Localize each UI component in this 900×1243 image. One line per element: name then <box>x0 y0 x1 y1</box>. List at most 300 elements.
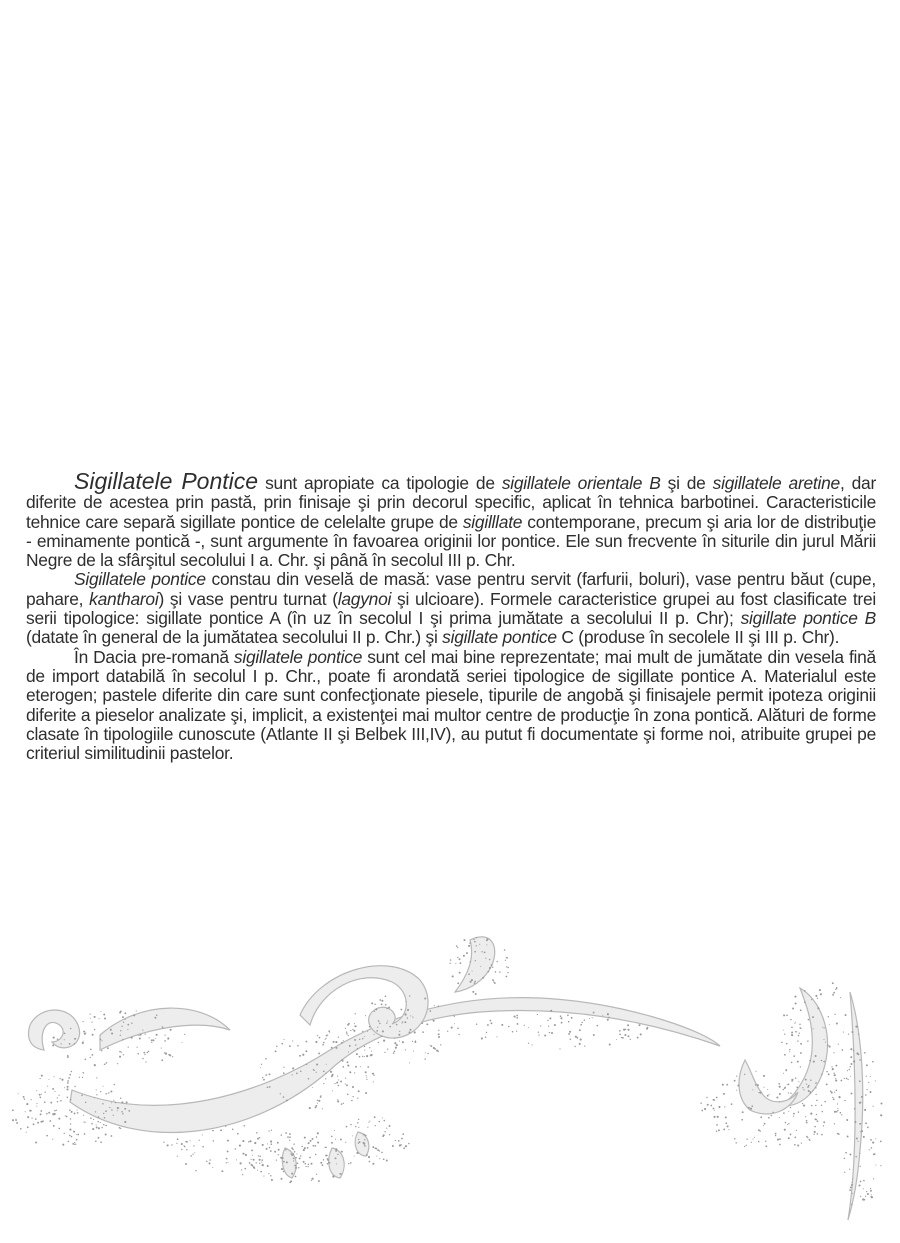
stipple-dot <box>206 1161 208 1163</box>
stipple-dot <box>463 955 465 957</box>
stipple-dot <box>475 993 477 995</box>
stipple-dot <box>169 1054 171 1056</box>
stipple-dot <box>844 1100 845 1101</box>
stipple-dot <box>172 1056 173 1057</box>
stipple-dot <box>145 1033 146 1034</box>
stipple-dot <box>327 1163 329 1165</box>
decorative-scroll-ornament <box>0 920 900 1243</box>
stipple-dot <box>736 1090 737 1091</box>
stipple-dot <box>407 1009 409 1011</box>
stipple-dot <box>360 1066 361 1067</box>
stipple-dot <box>793 1055 795 1057</box>
stipple-dot <box>637 1037 639 1039</box>
stipple-dot <box>352 1096 353 1097</box>
stipple-dot <box>413 1051 414 1052</box>
stipple-dot <box>128 1047 129 1048</box>
stipple-dot <box>293 1160 294 1161</box>
stipple-dot <box>867 1193 869 1195</box>
stipple-dot <box>706 1097 707 1098</box>
stipple-dot <box>516 1017 518 1019</box>
stipple-dot <box>90 1018 91 1019</box>
stipple-dot <box>314 1145 316 1147</box>
stipple-dot <box>858 1184 860 1186</box>
stipple-dot <box>20 1128 22 1130</box>
stipple-dot <box>841 1049 843 1051</box>
stipple-dot <box>90 1117 92 1119</box>
stipple-dot <box>816 1120 818 1122</box>
stipple-dot <box>27 1116 29 1118</box>
stipple-dot <box>151 1042 152 1043</box>
stipple-dot <box>181 1149 182 1150</box>
stipple-dot <box>350 1124 351 1125</box>
stipple-dot <box>784 1129 786 1131</box>
stipple-dot <box>100 1039 102 1041</box>
stipple-dot <box>318 1100 320 1102</box>
stipple-dot <box>414 1031 416 1033</box>
stipple-dot <box>69 1135 71 1137</box>
stipple-dot <box>468 973 470 975</box>
stipple-dot <box>779 1138 781 1140</box>
stipple-dot <box>349 1045 351 1047</box>
stipple-dot <box>336 1082 338 1084</box>
stipple-dot <box>464 939 466 941</box>
stipple-dot <box>364 1145 366 1147</box>
stipple-dot <box>849 1069 850 1070</box>
stipple-dot <box>455 963 456 964</box>
stipple-dot <box>609 1043 611 1045</box>
stipple-dot <box>76 1134 77 1135</box>
stipple-dot <box>821 1134 823 1136</box>
stipple-dot <box>302 1146 303 1147</box>
stipple-dot <box>242 1140 244 1142</box>
stipple-dot <box>358 1119 359 1120</box>
stipple-dot <box>479 944 480 945</box>
stipple-dot <box>378 1042 379 1043</box>
stipple-dot <box>337 1100 339 1102</box>
stipple-dot <box>859 1080 861 1082</box>
stipple-dot <box>269 1073 271 1075</box>
stipple-dot <box>835 989 836 990</box>
stipple-dot <box>792 1008 794 1010</box>
stipple-dot <box>357 1098 358 1099</box>
stipple-dot <box>806 1120 808 1122</box>
stipple-dot <box>354 1039 356 1041</box>
stipple-dot <box>771 1115 773 1117</box>
stipple-dot <box>358 1090 360 1092</box>
stipple-dot <box>496 1036 497 1037</box>
stipple-dot <box>277 1142 279 1144</box>
stipple-dot <box>823 1039 824 1040</box>
stipple-dot <box>294 1151 296 1153</box>
stipple-dot <box>374 1147 375 1148</box>
stipple-dot <box>202 1134 203 1135</box>
stipple-dot <box>365 1071 367 1073</box>
stipple-dot <box>808 1090 810 1092</box>
stipple-dot <box>640 1033 642 1035</box>
stipple-dot <box>873 1178 874 1179</box>
stipple-dot <box>257 1170 258 1171</box>
stipple-dot <box>76 1139 78 1141</box>
stipple-dot <box>824 1101 826 1103</box>
stipple-dot <box>84 1133 86 1135</box>
stipple-dot <box>449 963 450 964</box>
stipple-dot <box>53 1125 55 1127</box>
stipple-dot <box>156 1034 158 1036</box>
stipple-dot <box>833 1098 835 1100</box>
stipple-dot <box>278 1154 279 1155</box>
stipple-dot <box>840 1080 842 1082</box>
stipple-dot <box>96 1124 97 1125</box>
stipple-dot <box>404 1021 406 1023</box>
stipple-dot <box>754 1137 755 1138</box>
stipple-dot <box>790 1019 791 1020</box>
stipple-dot <box>44 1101 46 1103</box>
stipple-dot <box>266 1148 268 1150</box>
stipple-dot <box>793 1116 794 1117</box>
stipple-dot <box>579 1029 581 1031</box>
stipple-dot <box>369 1121 370 1122</box>
stipple-dot <box>269 1086 271 1088</box>
stipple-dot <box>787 1084 788 1085</box>
stipple-dot <box>405 1013 407 1015</box>
stipple-dot <box>799 1027 801 1029</box>
stipple-dot <box>813 1028 814 1029</box>
stipple-dot <box>802 1103 803 1104</box>
stipple-dot <box>735 1142 736 1143</box>
stipple-dot <box>337 1154 338 1155</box>
stipple-dot <box>208 1162 210 1164</box>
italic-term: Sigillatele pontice <box>74 569 206 590</box>
stipple-dot <box>476 937 477 938</box>
stipple-dot <box>394 1050 396 1052</box>
stipple-dot <box>470 981 472 983</box>
stipple-dot <box>373 1075 374 1076</box>
stipple-dot <box>805 1116 806 1117</box>
stipple-dot <box>865 1094 867 1096</box>
stipple-dot <box>751 1142 752 1143</box>
stipple-dot <box>363 1142 365 1144</box>
stipple-dot <box>119 1056 121 1058</box>
stipple-dot <box>136 1047 137 1048</box>
stipple-dot <box>794 1023 795 1024</box>
stipple-dot <box>809 1140 810 1141</box>
stipple-dot <box>811 999 812 1000</box>
stipple-dot <box>373 1081 374 1082</box>
stipple-dot <box>835 1078 836 1079</box>
text-run: C (produse în secolele II şi III p. Chr). <box>556 627 840 648</box>
stipple-dot <box>429 1010 431 1012</box>
stipple-dot <box>291 1147 293 1149</box>
stipple-dot <box>775 1133 777 1135</box>
stipple-dot <box>833 1052 834 1053</box>
italic-term: kantharoi <box>89 588 159 609</box>
stipple-dot <box>790 1133 792 1135</box>
stipple-dot <box>628 1035 630 1037</box>
stipple-dot <box>225 1126 226 1127</box>
stipple-dot <box>261 1064 262 1065</box>
stipple-dot <box>121 1101 123 1103</box>
stipple-dot <box>497 961 498 962</box>
stipple-dot <box>322 1044 324 1046</box>
stipple-dot <box>31 1117 32 1118</box>
stipple-dot <box>271 1143 273 1145</box>
stipple-dot <box>161 1059 163 1061</box>
stipple-dot <box>324 1147 325 1148</box>
stipple-dot <box>92 1054 94 1056</box>
stipple-dot <box>50 1102 52 1104</box>
stipple-dot <box>716 1097 718 1099</box>
stipple-dot <box>276 1159 277 1160</box>
stipple-dot <box>54 1110 55 1111</box>
stipple-dot <box>291 1154 293 1156</box>
stipple-dot <box>823 1027 824 1028</box>
stipple-dot <box>170 1029 172 1031</box>
stipple-dot <box>508 1026 510 1028</box>
stipple-dot <box>105 1125 106 1126</box>
stipple-dot <box>484 952 486 954</box>
stipple-dot <box>758 1092 759 1093</box>
stipple-dot <box>800 1043 802 1045</box>
stipple-dot <box>851 1063 853 1065</box>
stipple-dot <box>270 1150 272 1152</box>
stipple-dot <box>396 1044 398 1046</box>
stipple-dot <box>281 1168 283 1170</box>
stipple-dot <box>561 1022 563 1024</box>
stipple-dot <box>386 1008 387 1009</box>
stipple-dot <box>438 1033 440 1035</box>
stipple-dot <box>156 1015 157 1016</box>
stipple-dot <box>402 1041 404 1043</box>
stipple-dot <box>183 1145 184 1146</box>
stipple-dot <box>64 1133 65 1134</box>
stipple-dot <box>57 1038 59 1040</box>
stipple-dot <box>35 1142 37 1144</box>
stipple-dot <box>475 960 476 961</box>
stipple-dot <box>270 1175 272 1177</box>
stipple-dot <box>800 1066 801 1067</box>
stipple-dot <box>315 1072 316 1073</box>
stipple-dot <box>392 1145 394 1147</box>
stipple-dot <box>292 1040 293 1041</box>
stipple-dot <box>369 1047 370 1048</box>
stipple-dot <box>64 1039 65 1040</box>
stipple-dot <box>96 1077 97 1078</box>
italic-term: sigillatele orientale B <box>501 473 661 493</box>
stipple-dot <box>622 1037 624 1039</box>
stipple-dot <box>39 1097 41 1099</box>
stipple-dot <box>93 1119 94 1120</box>
stipple-dot <box>472 991 474 993</box>
stipple-dot <box>858 1034 859 1035</box>
stipple-dot <box>46 1113 48 1115</box>
stipple-dot <box>374 1116 376 1118</box>
stipple-dot <box>847 1136 849 1138</box>
stipple-dot <box>381 1152 383 1154</box>
stipple-dot <box>848 1034 849 1035</box>
stipple-dot <box>786 1043 788 1045</box>
stipple-dot <box>466 952 468 954</box>
stipple-dot <box>438 1005 440 1007</box>
stipple-dot <box>826 1071 827 1072</box>
stipple-dot <box>784 1034 785 1035</box>
stipple-dot <box>240 1162 242 1164</box>
stipple-dot <box>855 1026 857 1028</box>
stipple-dot <box>356 1053 358 1055</box>
stipple-dot <box>332 1074 334 1076</box>
stipple-dot <box>346 1033 347 1034</box>
stipple-dot <box>734 1138 736 1140</box>
stipple-dot <box>718 1106 720 1108</box>
stipple-dot <box>424 1058 425 1059</box>
stipple-dot <box>58 1118 60 1120</box>
stipple-dot <box>421 1022 423 1024</box>
stipple-dot <box>202 1146 204 1148</box>
stipple-dot <box>259 1137 260 1138</box>
stipple-dot <box>128 1110 130 1112</box>
stipple-dot <box>538 1034 539 1035</box>
stipple-dot <box>809 1060 811 1062</box>
stipple-dot <box>810 1079 812 1081</box>
stipple-dot <box>256 1132 258 1134</box>
stipple-dot <box>98 1116 100 1118</box>
stipple-dot <box>737 1085 739 1087</box>
stipple-dot <box>845 1152 847 1154</box>
stipple-dot <box>58 1128 60 1130</box>
stipple-dot <box>744 1074 745 1075</box>
stipple-dot <box>768 1117 770 1119</box>
stipple-dot <box>285 1149 287 1151</box>
stipple-dot <box>374 1004 376 1006</box>
stipple-dot <box>262 1144 264 1146</box>
stipple-dot <box>366 1077 367 1078</box>
stipple-dot <box>315 1154 317 1156</box>
stipple-dot <box>300 1155 301 1156</box>
stipple-dot <box>840 997 841 998</box>
stipple-dot <box>359 1039 360 1040</box>
stipple-dot <box>70 1028 72 1030</box>
stipple-dot <box>162 1026 164 1028</box>
stipple-dot <box>385 1004 387 1006</box>
stipple-dot <box>784 1054 786 1056</box>
stipple-dot <box>119 1051 121 1053</box>
stipple-dot <box>489 959 491 961</box>
stipple-dot <box>470 961 471 962</box>
text-run: sunt cel mai bine reprezentate; mai mult de jumătate din vesela fină de import databilă în secolul I p. Chr., poate fi arondată seriei tipologice de sigillate pontice A. Materialul este eterogen; pastele diferite din care sunt confecţionate piesele, tipurile de angobă şi finisajele permit ipoteza originii diferite a pieselor analizate şi, implicit, a existenţei mai multor centre de producţie în zona pontică. Alături de forme clasate în tipologiile cunoscute (Atlante II şi Belbek III,IV), au putut fi documentate şi forme noi, atribuite grupei pe criteriul similitudinii pastelor. <box>26 646 876 764</box>
stipple-dot <box>474 982 476 984</box>
stipple-dot <box>350 1162 352 1164</box>
stipple-dot <box>800 1009 802 1011</box>
stipple-dot <box>337 1075 338 1076</box>
stipple-dot <box>850 1186 852 1188</box>
stipple-dot <box>457 957 458 958</box>
stipple-dot <box>331 1047 333 1049</box>
stipple-dot <box>125 1018 126 1019</box>
stipple-dot <box>267 1086 269 1088</box>
stipple-dot <box>814 1061 815 1062</box>
stipple-dot <box>113 1100 114 1101</box>
stipple-dot <box>117 1063 118 1064</box>
stipple-dot <box>399 1031 400 1032</box>
stipple-dot <box>713 1099 715 1101</box>
stipple-dot <box>307 1166 308 1167</box>
stipple-dot <box>410 1015 411 1016</box>
stipple-dot <box>139 1038 141 1040</box>
stipple-dot <box>837 1133 839 1135</box>
stipple-dot <box>253 1159 255 1161</box>
stipple-dot <box>82 1077 83 1078</box>
stipple-dot <box>341 1103 343 1105</box>
stipple-dot <box>258 1155 259 1156</box>
stipple-dot <box>507 972 508 973</box>
stipple-dot <box>29 1110 31 1112</box>
stipple-dot <box>836 1090 838 1092</box>
stipple-dot <box>862 1198 864 1200</box>
text-run: În Dacia pre-romană <box>74 646 234 667</box>
stipple-dot <box>358 1143 359 1144</box>
stipple-dot <box>347 1061 349 1063</box>
stipple-dot <box>797 1061 799 1063</box>
stipple-dot <box>320 1095 321 1096</box>
stipple-dot <box>813 1134 814 1135</box>
stipple-dot <box>797 1144 799 1146</box>
stipple-dot <box>15 1119 16 1120</box>
stipple-dot <box>103 1014 105 1016</box>
stipple-dot <box>454 1016 455 1017</box>
stipple-dot <box>309 1157 311 1159</box>
stipple-dot <box>783 1014 785 1016</box>
stipple-dot <box>485 958 486 959</box>
stipple-dot <box>823 1125 824 1126</box>
stipple-dot <box>816 1100 818 1102</box>
stipple-dot <box>306 1064 307 1065</box>
stipple-dot <box>236 1159 237 1160</box>
stipple-dot <box>433 1020 435 1022</box>
stipple-dot <box>49 1120 51 1122</box>
stipple-dot <box>77 1134 79 1136</box>
stipple-dot <box>625 1029 627 1031</box>
stipple-dot <box>480 966 481 967</box>
stipple-dot <box>154 1017 156 1019</box>
stipple-dot <box>795 1093 796 1094</box>
stipple-dot <box>791 1026 793 1028</box>
stipple-dot <box>488 971 490 973</box>
stipple-dot <box>795 1031 797 1033</box>
stipple-dot <box>486 944 487 945</box>
stipple-dot <box>835 1080 837 1082</box>
stipple-dot <box>764 1123 766 1125</box>
stipple-dot <box>334 1130 335 1131</box>
stipple-dot <box>297 1045 299 1047</box>
stipple-dot <box>859 1153 860 1154</box>
stipple-dot <box>164 1040 166 1042</box>
stipple-dot <box>120 1010 122 1012</box>
stipple-dot <box>327 1158 329 1160</box>
stipple-dot <box>292 1074 293 1075</box>
stipple-dot <box>786 1014 788 1016</box>
stipple-dot <box>828 1016 829 1017</box>
stipple-dot <box>348 1035 349 1036</box>
stipple-dot <box>395 1047 397 1049</box>
stipple-dot <box>367 1031 368 1032</box>
stipple-dot <box>335 1157 337 1159</box>
stipple-dot <box>860 1131 861 1132</box>
stipple-dot <box>362 1056 363 1057</box>
stipple-dot <box>244 1168 246 1170</box>
stipple-dot <box>400 1144 401 1145</box>
stipple-dot <box>841 1114 842 1115</box>
stipple-dot <box>190 1155 192 1157</box>
stipple-dot <box>459 972 461 974</box>
